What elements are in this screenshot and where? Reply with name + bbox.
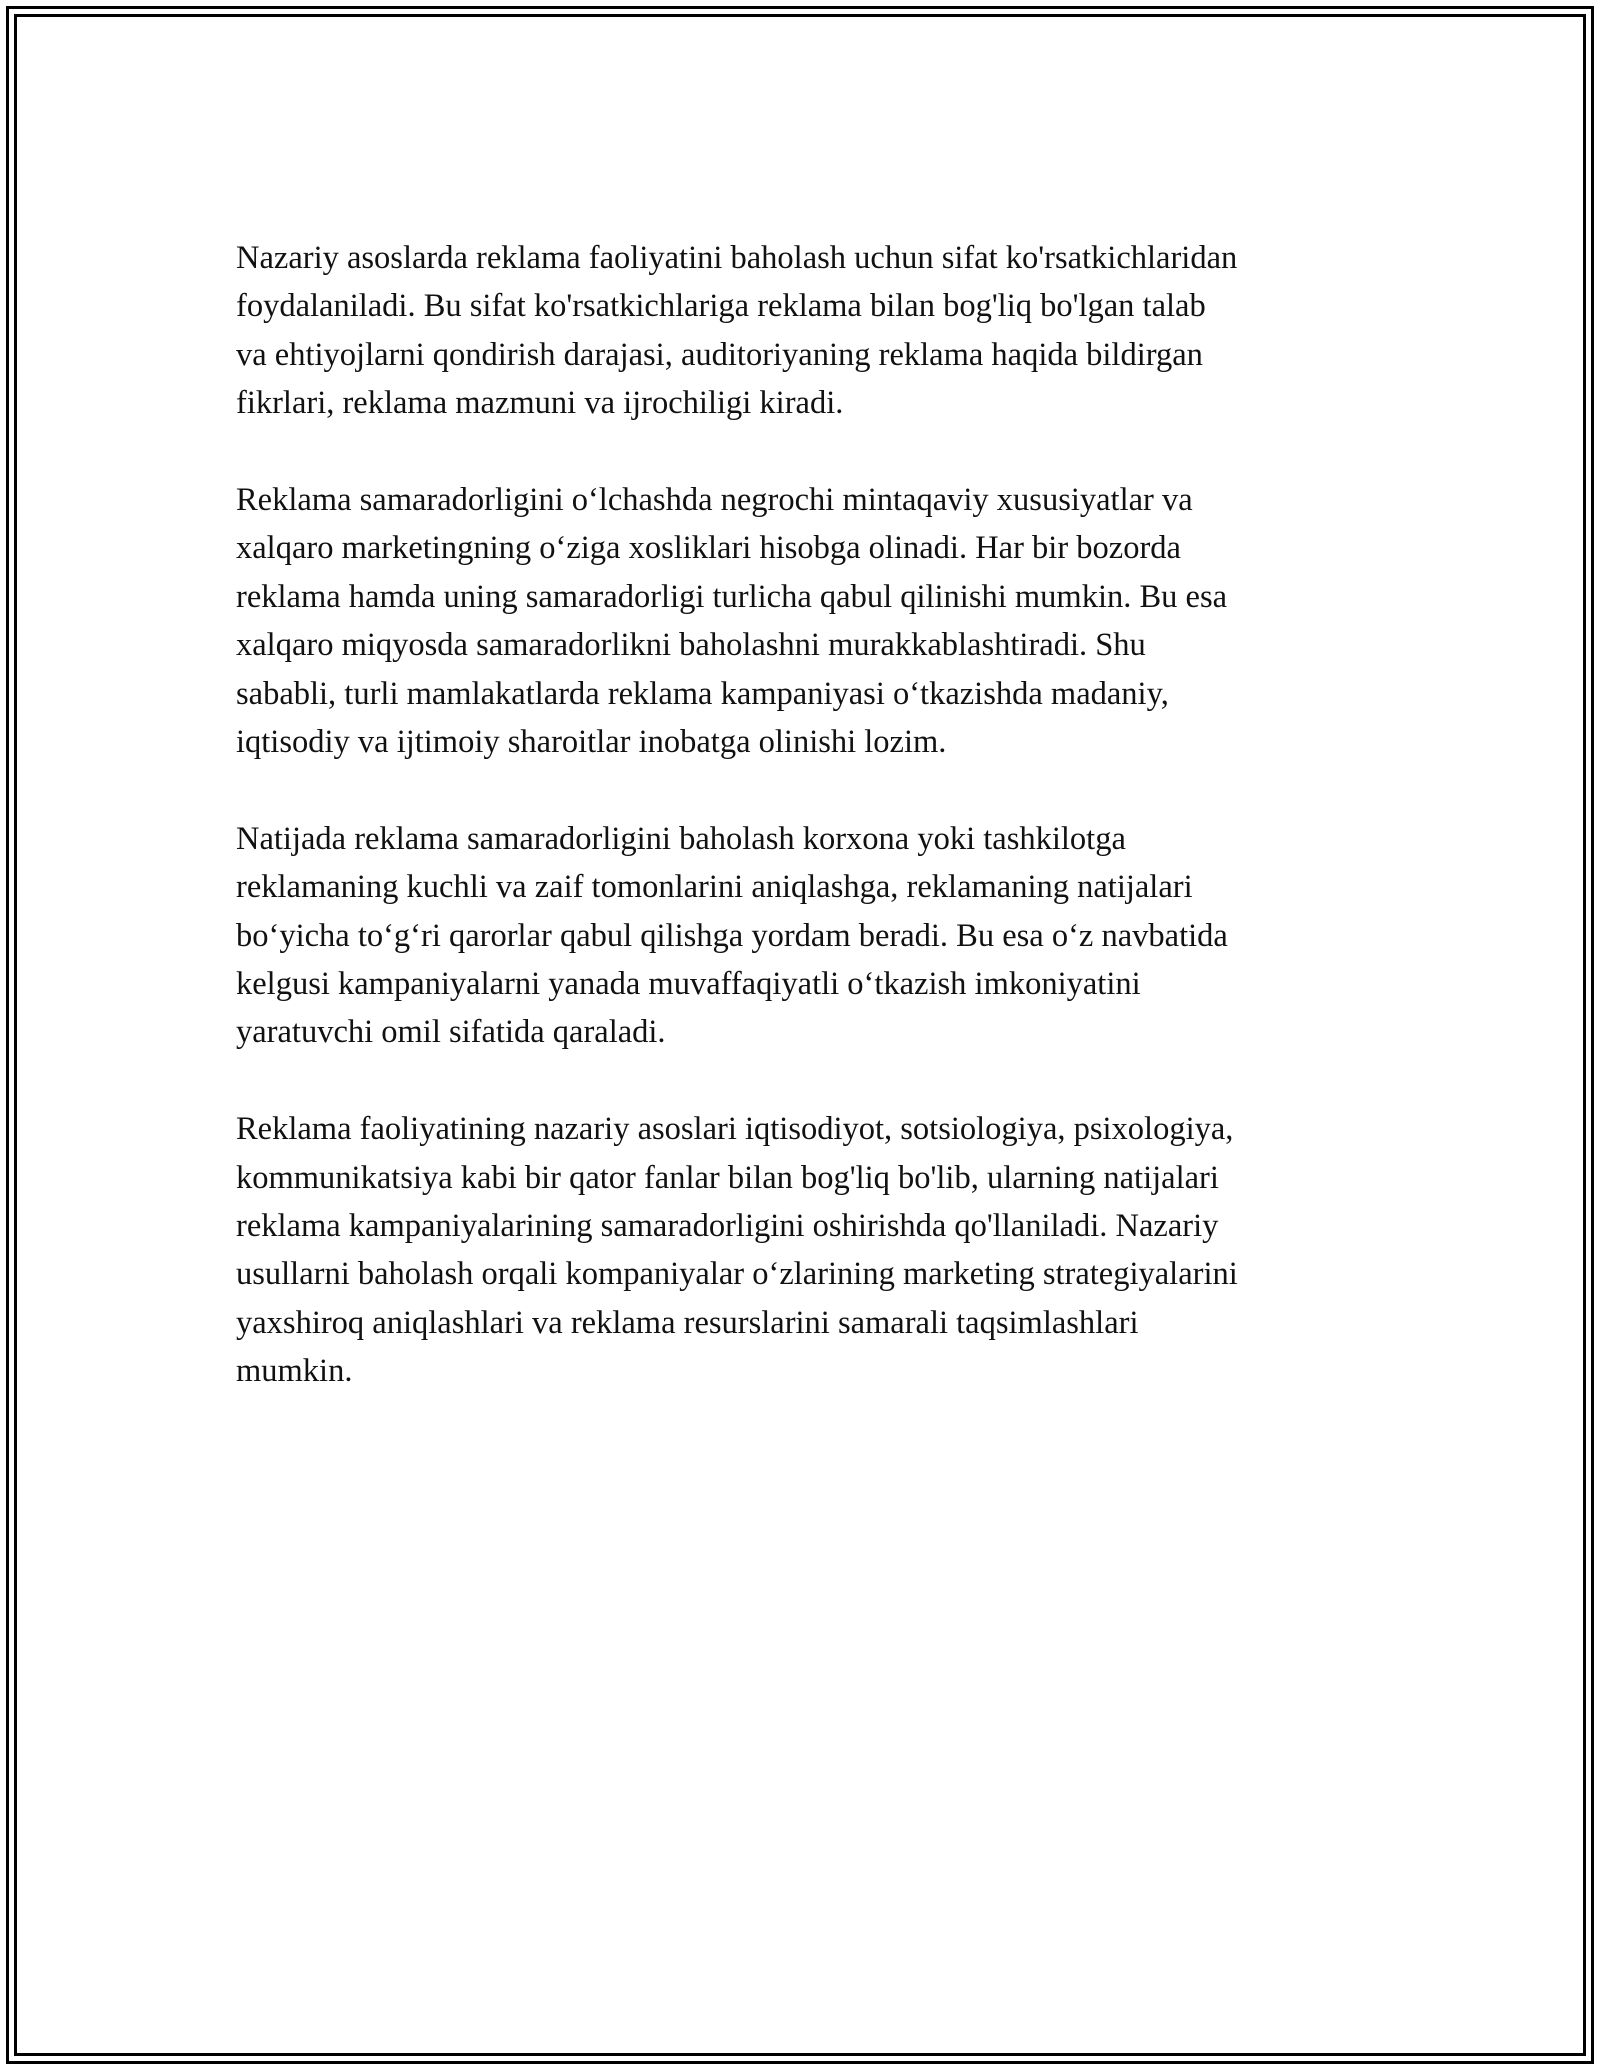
- paragraph-1: Nazariy asoslarda reklama faoliyatini baholash uchun sifat ko'rsatkichlaridan foydalaniladi. Bu sifat ko'rsatkichlariga reklama bilan bog'liq bo'lgan talab va ehtiyojlarni qondirish darajasi, auditoriyaning reklama haqida bildirgan fikrlari, reklama mazmuni va ijrochiligi kiradi.: [236, 240, 1238, 422]
- paragraph-4: Reklama faoliyatining nazariy asoslari iqtisodiyot, sotsiologiya, psixologiya, kommunikatsiya kabi bir qator fanlar bilan bog'liq bo'lib, ularning natijalari reklama kampaniyalarining samaradorligini oshirishda qo'llaniladi. Nazariy usullarni baholash orqali kompaniyalar o‘zlarining marketing strategiyalarini yaxshiroq aniqlashlari va reklama resurslarini samarali taqsimlashlari mumkin.: [236, 1111, 1238, 1390]
- paragraph-3: Natijada reklama samaradorligini baholash korxona yoki tashkilotga reklamaning kuchli va zaif tomonlarini aniqlashga, reklamaning natijalari bo‘yicha to‘g‘ri qarorlar qabul qilishga yordam beradi. Bu esa o‘z navbatida kelgusi kampaniyalarni yanada muvaffaqiyatli o‘tkazish imkoniyatini yaratuvchi omil sifatida qaraladi.: [236, 820, 1228, 1051]
- document-body: [236, 234, 1396, 1444]
- paragraph-2: Reklama samaradorligini o‘lchashda negrochi mintaqaviy xususiyatlar va xalqaro marketingning o‘ziga xosliklari hisobga olinadi. Har bir bozorda reklama hamda uning samaradorligi turlicha qabul qilinishi mumkin. Bu esa xalqaro miqyosda samaradorlikni baholashni murakkablashtiradi. Shu sababli, turli mamlakatlarda reklama kampaniyasi o‘tkazishda madaniy, iqtisodiy va ijtimoiy sharoitlar inobatga olinishi lozim.: [236, 482, 1228, 761]
